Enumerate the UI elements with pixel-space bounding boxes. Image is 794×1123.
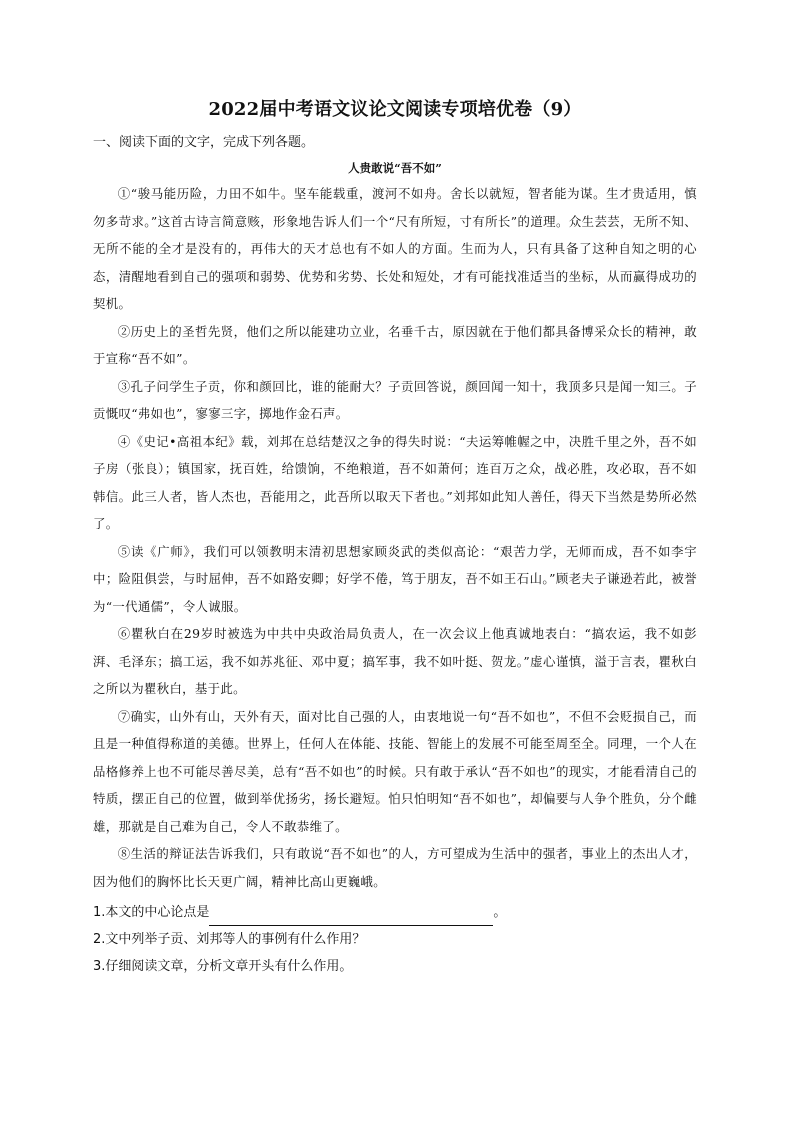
question-1-text: 1.本文的中心论点是	[93, 905, 210, 920]
question-3	[93, 953, 697, 980]
paragraph-2: ②历史上的圣哲先贤，他们之所以能建功立业，名垂千古，原因就在于他们都具备博采众长的精神，敢于宣称“吾不如”。	[93, 323, 697, 366]
article-body	[93, 180, 697, 895]
paragraph-3: ③孔子问学生子贡，你和颜回比，谁的能耐大？子贡回答说，颜回闻一知十，我顶多只是闻一知三。子贡慨叹“弗如也”，寥寥三字，掷地作金石声。	[93, 378, 697, 421]
question-3-text: 3.仔细阅读文章，分析文章开头有什么作用。	[93, 959, 353, 974]
paragraph-7: ⑦确实，山外有山，天外有天，面对比自己强的人，由衷地说一句“吾不如也”，不但不会贬损自己，而且是一种值得称道的美德。世界上，任何人在体能、技能、智能上的发展不可能至周至全。同理，一个人在品格修养上也不可能尽善尽美，总有“吾不如也”的时候。只有敢于承认“吾不如也”的现实，才能看清自己的特质，摆正自己的位置，做到举优扬劣，扬长避短。怕只怕明知“吾不如也”，却偏要与人争个胜负，分个雌雄，那就是自己难为自己，令人不敢恭维了。	[93, 708, 697, 834]
paragraph-5: ⑤读《广师》，我们可以领教明末清初思想家顾炎武的类似高论：“艰苦力学，无师而成，吾不如李宇中；险阻俱尝，与时屈伸，吾不如路安卿；好学不倦，笃于朋友，吾不如王石山。”顾老夫子谦逊若此，被誉为“一代通儒”，令人诚服。	[93, 543, 697, 614]
document-page	[93, 95, 697, 980]
paragraph-6: ⑥瞿秋白在29岁时被选为中共中央政治局负责人，在一次会议上他真诚地表白：“搞农运，我不如彭湃、毛泽东；搞工运，我不如苏兆征、邓中夏；搞军事，我不如叶挺、贺龙。”虚心谨慎，溢于言表，瞿秋白之所以为瞿秋白，基于此。	[93, 626, 697, 696]
section-instruction: 一、阅读下面的文字，完成下列各题。	[93, 135, 315, 150]
article-title: 人贵敢说“吾不如”	[348, 161, 442, 175]
question-list	[93, 899, 697, 980]
answer-blank[interactable]	[209, 909, 493, 926]
question-1	[93, 899, 697, 926]
paragraph-8: ⑧生活的辩证法告诉我们，只有敢说“吾不如也”的人，方可望成为生活中的强者，事业上的杰出人才，因为他们的胸怀比长天更广阔，精神比高山更巍峨。	[93, 846, 697, 889]
paragraph-1: ①“骏马能历险，力田不如牛。坚车能载重，渡河不如舟。舍长以就短，智者能为谋。生才贵适用，慎勿多苛求。”这首古诗言简意赅，形象地告诉人们一个“尺有所短，寸有所长”的道理。众生芸芸，无所不知、无所不能的全才是没有的，再伟大的天才总也有不如人的方面。生而为人，只有具备了这种自知之明的心态，清醒地看到自己的强项和弱势、优势和劣势、长处和短处，才有可能找准适当的坐标，从而赢得成功的契机。	[93, 186, 697, 311]
document-title: 2022届中考语文议论文阅读专项培优卷（9）	[208, 99, 582, 120]
question-2	[93, 926, 697, 953]
paragraph-4: ④《史记•高祖本纪》载，刘邦在总结楚汉之争的得失时说：“夫运筹帷幄之中，决胜千里之外，吾不如子房（张良）；镇国家，抚百姓，给馈饷，不绝粮道，吾不如萧何；连百万之众，战必胜，攻必取，吾不如韩信。此三人者，皆人杰也，吾能用之，此吾所以取天下者也。”刘邦如此知人善任，得天下当然是势所必然了。	[93, 433, 697, 531]
question-1-suffix: 。	[493, 905, 507, 920]
question-2-text: 2.文中列举子贡、刘邦等人的事例有什么作用？	[93, 932, 366, 947]
